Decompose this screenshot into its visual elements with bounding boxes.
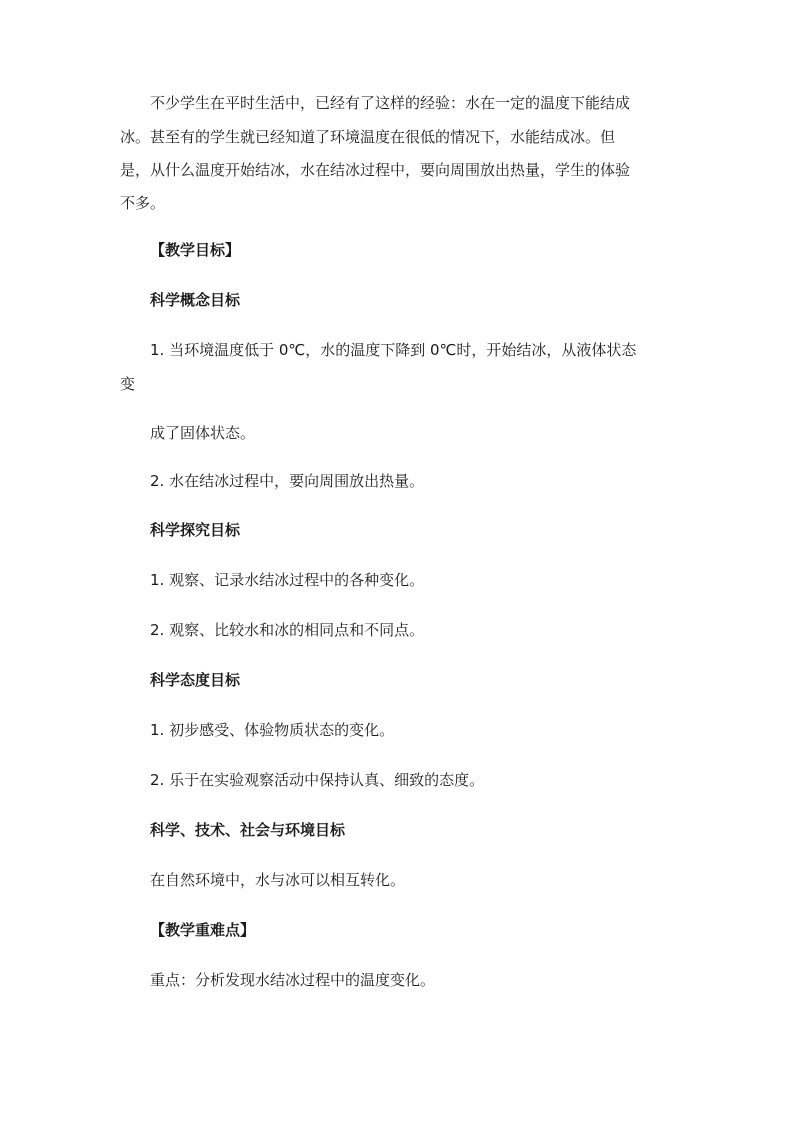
intro-paragraph-line-2: 冰。甚至有的学生就已经知道了环境温度在很低的情况下，水能结成冰。但 bbox=[120, 128, 616, 146]
key-difficult-points-heading: 【教学重难点】 bbox=[150, 921, 256, 939]
teaching-objectives-heading: 【教学目标】 bbox=[150, 241, 241, 259]
inquiry-item-2: 2. 观察、比较水和冰的相同点和不同点。 bbox=[150, 621, 425, 639]
attitude-item-1: 1. 初步感受、体验物质状态的变化。 bbox=[150, 721, 395, 739]
intro-paragraph-line-1: 不少学生在平时生活中，已经有了这样的经验：水在一定的温度下能结成 bbox=[150, 94, 631, 112]
science-inquiry-heading: 科学探究目标 bbox=[150, 521, 241, 539]
sts-objective-heading: 科学、技术、社会与环境目标 bbox=[150, 821, 346, 839]
concept-item-2: 2. 水在结冰过程中，要向周围放出热量。 bbox=[150, 472, 425, 490]
attitude-item-2: 2. 乐于在实验观察活动中保持认真、细致的态度。 bbox=[150, 771, 485, 789]
concept-item-1-continuation: 成了固体状态。 bbox=[150, 424, 256, 442]
sts-item-1: 在自然环境中，水与冰可以相互转化。 bbox=[150, 871, 406, 889]
inquiry-item-1: 1. 观察、记录水结冰过程中的各种变化。 bbox=[150, 571, 425, 589]
intro-paragraph-line-4: 不多。 bbox=[120, 194, 166, 212]
science-concept-heading: 科学概念目标 bbox=[150, 291, 241, 309]
science-attitude-heading: 科学态度目标 bbox=[150, 671, 241, 689]
concept-item-1: 1. 当环境温度低于 0℃，水的温度下降到 0℃时，开始结冰，从液体状态 bbox=[150, 341, 637, 359]
concept-item-1-wrap: 变 bbox=[120, 375, 136, 393]
intro-paragraph-line-3: 是，从什么温度开始结冰，水在结冰过程中，要向周围放出热量，学生的体验 bbox=[120, 161, 631, 179]
key-point-focus: 重点：分析发现水结冰过程中的温度变化。 bbox=[150, 971, 436, 989]
